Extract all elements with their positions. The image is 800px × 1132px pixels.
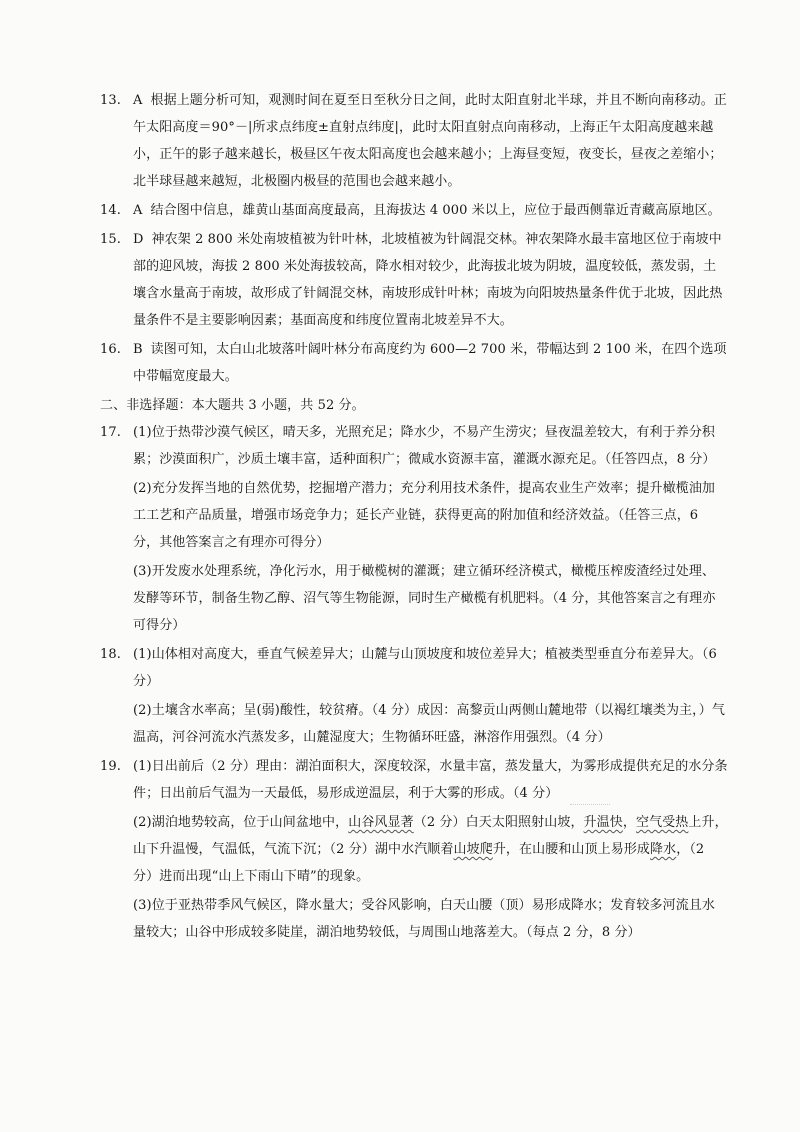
explanation-text: 神农架 2 800 米处南坡植被为针叶林，北坡植被为针阔混交林。神农架降水最丰富地区位于南坡中部的迎风坡，海拔 2 800 米处海拔较高，降水相对较少，此海拔北坡为阴坡，温度较低，蒸发弱，土壤含水量高于南坡，故形成了针阔混交林，南坡形成针叶林；南坡为向阳坡热量条件优于北坡，因此热量条件不是主要影响因素；基面高度和纬度位置南北坡差异不大。: [133, 232, 723, 328]
answer-18-part-2: (2)土壤含水率高；呈(弱)酸性，较贫瘠。（4 分）成因：高黎贡山两侧山麓地带（以褐红壤类为主，）气温高，河谷河流水汽蒸发多，山麓湿度大；生物循环旺盛，淋溶作用强烈。（4 分）: [133, 703, 725, 745]
question-number: 18.: [100, 647, 121, 662]
answer-14: [100, 197, 728, 224]
answer-17-part-3: (3)开发废水处理系统，净化污水，用于橄榄树的灌溉；建立循环经济模式，橄榄压榨废渣经过处理、发酵等环节，制备生物乙醇、沼气等生物能源，同时生产橄榄有机肥料。（4 分，其他答案言之有理亦可得分）: [133, 564, 716, 633]
handwritten-underline: 空气受热: [635, 815, 689, 830]
answer-17-part-2: (2)充分发挥当地的自然优势，挖掘增产潜力；充分利用技术条件，提高农业生产效率；提升橄榄油加工工艺和产品质量，增强市场竞争力；延长产业链，获得更高的附加值和经济效益。（任答三点，6 分，其他答案言之有理亦可得分）: [133, 481, 716, 550]
explanation-text: 根据上题分析可知，观测时间在夏至日至秋分日之间，此时太阳直射北半球，并且不断向南移动。正午太阳高度＝90°－|所求点纬度±直射点纬度|，此时太阳直射点向南移动，上海正午太阳高度越来越小，正午的影子越来越长，极昼区午夜太阳高度也会越来越小；上海昼变短，夜变长，昼夜之差缩小；北半球昼越来越短，北极圈内极昼的范围也会越来越小。: [133, 93, 727, 189]
answer-choice: B: [133, 342, 143, 357]
answer-18-part-1: (1)山体相对高度大，垂直气候差异大；山麓与山顶坡度和坡位差异大；植被类型垂直分布差异大。（6 分）: [133, 647, 717, 689]
answer-13: [100, 87, 728, 195]
answer-18: [100, 641, 728, 751]
answer-15: [100, 226, 728, 334]
text-segment: ，（2 分）进而出现“山上下雨山下晴”的现象。: [133, 842, 705, 884]
answer-key: [100, 87, 728, 946]
explanation-text: 读图可知，太白山北坡落叶阔叶林分布高度约为 600—2 700 米，带幅达到 2 100 米，在四个选项中带幅宽度最大。: [133, 342, 727, 384]
answer-17-part-1: (1)位于热带沙漠气候区，晴天多，光照充足；降水少，不易产生涝灾；昼夜温差较大，有利于养分积累；沙漠面积广，沙质土壤丰富，适种面积广；微咸水资源丰富，灌溉水源充足。（任答四点，8 分）: [133, 425, 716, 467]
question-number: 16.: [100, 342, 121, 357]
handwritten-underline: 降水: [650, 842, 677, 857]
answer-19-part-1: (1)日出前后（2 分）理由：湖泊面积大，深度较深，水量丰富，蒸发量大，为雾形成提供充足的水分条件；日出前后气温为一天最低，易形成逆温层，利于大雾的形成。（4 分）: [133, 759, 728, 801]
answer-choice: D: [133, 232, 144, 247]
text-segment: （2 分）白天太阳照射山坡，: [413, 815, 584, 830]
answer-choice: A: [133, 93, 143, 108]
handwritten-underline: 升温快: [583, 815, 623, 830]
question-number: 19.: [100, 759, 121, 774]
answer-choice: A: [133, 203, 143, 218]
text-segment: ，: [622, 815, 636, 830]
question-number: 13.: [100, 93, 121, 108]
question-number: 14.: [100, 203, 121, 218]
handwritten-underline: 山谷风显著: [348, 815, 414, 830]
answer-19-part-2: [133, 809, 728, 890]
handwritten-underline: 山坡爬: [453, 842, 493, 857]
answer-19-part-3: (3)位于亚热带季风气候区，降水量大；受谷风影响，白天山腰（顶）易形成降水；发育较多河流且水量较大；山谷中形成较多陡崖，湖泊地势较低，与周围山地落差大。（每点 2 分，8 分）: [133, 898, 716, 940]
answer-19: [100, 753, 728, 946]
text-segment: 升，在山腰和山顶上易形成: [492, 842, 651, 857]
question-number: 15.: [100, 232, 121, 247]
scan-artifact: [570, 804, 610, 806]
answer-17: [100, 419, 728, 639]
text-segment: 上升，山下升温慢，气温低，气流下沉；（2 分）湖中水汽顺着: [133, 815, 728, 857]
question-number: 17.: [100, 425, 121, 440]
section-heading: 二、非选择题：本大题共 3 小题，共 52 分。: [100, 398, 365, 413]
explanation-text: 结合图中信息，雄黄山基面高度最高，且海拔达 4 000 米以上，应位于最西侧靠近青藏高原地区。: [150, 203, 721, 218]
text-segment: (2)湖泊地势较高，位于山间盆地中，: [133, 815, 349, 830]
answer-16: [100, 336, 728, 390]
